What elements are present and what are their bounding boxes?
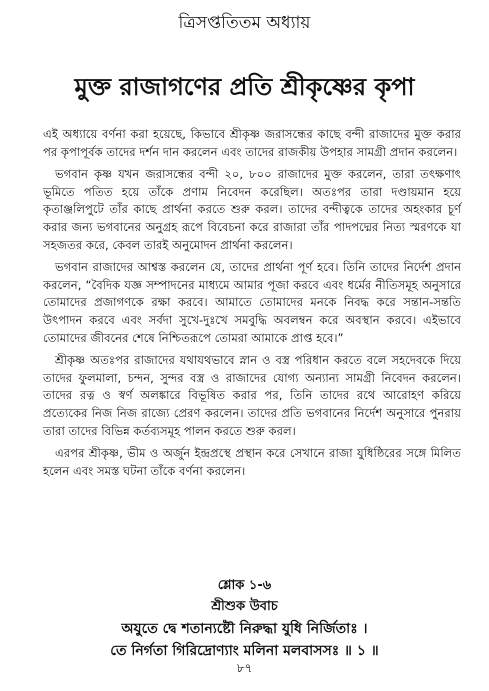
summary-paragraph: এই অধ্যায়ে বর্ণনা করা হয়েছে, কিভাবে শ্রীকৃষ্ণ জরাসন্ধের কাছে বন্দী রাজাদের মুক্ত করার পর কৃপাপূর্বক তাদের দর্শন দান করলেন এবং তাদের রাজকীয় উপহার সামগ্রী প্রদান করলেন। — [43, 127, 461, 159]
chapter-heading: ত্রিসপ্ততিতম অধ্যায় — [178, 13, 311, 33]
chapter-title: মুক্ত রাজাগণের প্রতি শ্রীকৃষ্ণের কৃপা — [74, 73, 415, 101]
summary-body — [43, 126, 461, 485]
summary-paragraph: ভগবান রাজাদের আশ্বস্ত করলেন যে, তাদের প্রার্থনা পূর্ণ হবে। তিনি তাদের নির্দেশ প্রদান করলেন, “বৈদিক যজ্ঞ সম্পাদনের মাধ্যমে আমার পূজা করবে এবং ধর্মের নীতিসমূহ অনুসারে তোমাদের প্রজাগণকে রক্ষা করবে। আমাতে তোমাদের মনকে নিবদ্ধ করে সন্তান-সন্ততি উৎপাদন করবে এবং সর্বদা সুখে-দুঃখে সমবুদ্ধি অবলম্বন করে অবস্থান করবে। এইভাবে তোমাদের জীবনের শেষে নিশ্চিতরূপে তোমরা আমাকে প্রাপ্ত হবে।” — [43, 260, 461, 345]
verse-block — [0, 576, 489, 662]
summary-paragraph: ভগবান কৃষ্ণ যখন জরাসন্ধের বন্দী ২০, ৮০০ রাজাদের মুক্ত করলেন, তারা তৎক্ষণাৎ ভূমিতে পতিত হয়ে তাঁকে প্রণাম নিবেদন করেছিল। অতঃপর তারা দণ্ডায়মান হয়ে কৃতাঞ্জলিপুটে তাঁর কাছে প্রার্থনা করতে শুরু করল। তাদের বন্দীত্বকে তাদের অহংকার চূর্ণ করার জন্য ভগবানের অনুগ্রহ রূপে বিবেচনা করে রাজারা তাঁর পাদপদ্মের নিত্য স্মরণকে যা সহজতর করে, কেবল তারই অনুমোদন প্রার্থনা করলেন। — [43, 167, 461, 252]
summary-paragraph: এরপর শ্রীকৃষ্ণ, ভীম ও অর্জুন ইন্দ্রপ্রস্থে প্রস্থান করে সেখানে রাজা যুধিষ্ঠিরের সঙ্গে মিলিত হলেন এবং সমস্ত ঘটনা তাঁকে বর্ণনা করলেন। — [43, 446, 461, 478]
summary-paragraph: শ্রীকৃষ্ণ অতঃপর রাজাদের যথাযথভাবে স্নান ও বস্ত্র পরিধান করতে বলে সহদেবকে দিয়ে তাদের ফুলমালা, চন্দন, সুন্দর বস্ত্র ও রাজাদের যোগ্য অন্যান্য সামগ্রী নিবেদন করলেন। তাদের রত্ন ও স্বর্ণ অলঙ্কারে বিভূষিত করার পর, তিনি তাদের রথে আরোহণ করিয়ে প্রত্যেকের নিজ নিজ রাজ্যে প্রেরণ করলেন। তাদের প্রতি ভগবানের নির্দেশ অনুসারে পুনরায় তারা তাদের বিভিন্ন কর্তব্যসমূহ পালন করতে শুরু করল। — [43, 353, 461, 438]
speaker-heading: শ্রীশুক উবাচ — [211, 599, 278, 614]
sloka-heading: শ্লোক ১-৬ — [217, 578, 272, 593]
page-number: ৮৭ — [236, 661, 253, 675]
verse-line: তে নির্গতা গিরিদ্রোণ্যাং মলিনা মলবাসসঃ ॥ ১ ॥ — [110, 643, 379, 659]
verse-line: অযুতে দ্বে শতান্যষ্টৌ নিরুদ্ধা যুধি নির্জিতাঃ । — [121, 621, 368, 637]
